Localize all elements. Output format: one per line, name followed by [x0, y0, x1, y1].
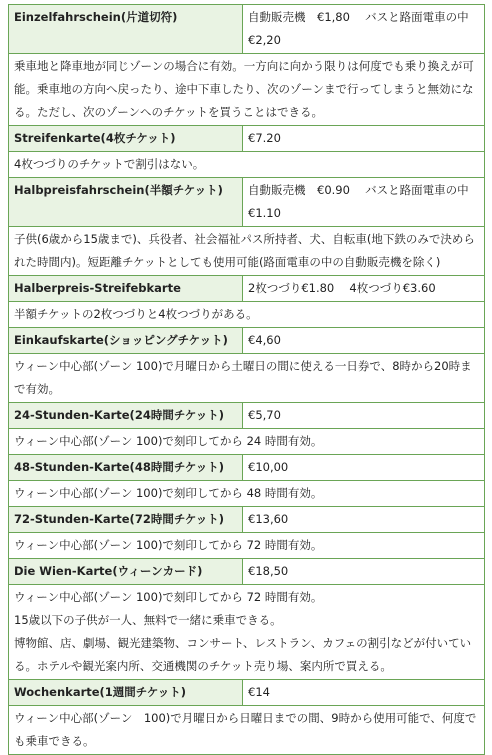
ticket-description-cell — [9, 533, 485, 559]
ticket-header-row — [9, 680, 485, 706]
ticket-table-body — [9, 5, 485, 755]
ticket-name-cell: 24-Stunden-Karte(24時間チケット) — [9, 403, 243, 429]
ticket-name-cell: Wochenkarte(1週間チケット) — [9, 680, 243, 706]
ticket-header-row — [9, 126, 485, 152]
ticket-price-cell: €14 — [243, 680, 485, 706]
ticket-description-text: 博物館、店、劇場、観光建築物、コンサート、レストラン、カフェの割引などが付いている。ホテルや観光案内所、交通機関のチケット売り場、案内所で買える。 — [14, 636, 472, 673]
ticket-description-row — [9, 152, 485, 178]
ticket-description-text: 子供(6歳から15歳まで)、兵役者、社会福祉パス所持者、犬、自転車(地下鉄のみで決められた時間内)。短距離チケットとしても使用可能(路面電車の中の自動販売機を除く) — [14, 232, 475, 269]
ticket-description-text: 15歳以下の子供が一人、無料で一緒に乗車できる。 — [14, 613, 282, 627]
ticket-name-cell: Die Wien-Karte(ウィーンカード) — [9, 559, 243, 585]
ticket-description-text: ウィーン中心部(ゾーン 100)で刻印してから 72 時間有効。 — [14, 538, 323, 552]
ticket-description-cell — [9, 54, 485, 126]
ticket-description-text: 乗車地と降車地が同じゾーンの場合に有効。一方向に向かう限りは何度でも乗り換えが可能。乗車地の方向へ戻ったり、途中下車したり、次のゾーンまで行ってしまうと無効になる。ただし、次のゾーンへのチケットを買うことはできる。 — [14, 59, 474, 119]
ticket-description-cell — [9, 227, 485, 276]
ticket-price-cell: €13,60 — [243, 507, 485, 533]
ticket-description-cell — [9, 481, 485, 507]
ticket-description-cell — [9, 152, 485, 178]
ticket-description-text: ウィーン中心部(ゾーン 100)で刻印してから 24 時間有効。 — [14, 434, 323, 448]
ticket-name-cell: Halbpreisfahrschein(半額チケット) — [9, 178, 243, 227]
ticket-name-cell: 72-Stunden-Karte(72時間チケット) — [9, 507, 243, 533]
ticket-header-row — [9, 559, 485, 585]
ticket-price-cell: 2枚つづり€1.80 4枚つづり€3.60 — [243, 276, 485, 302]
ticket-description-text: ウィーン中心部(ゾーン 100)で月曜日から土曜日の間に使える一日券で、8時から20時まで有効。 — [14, 359, 472, 396]
ticket-header-row — [9, 328, 485, 354]
ticket-price-cell: €7.20 — [243, 126, 485, 152]
ticket-description-text: ウィーン中心部(ゾーン 100)で刻印してから 72 時間有効。 — [14, 590, 323, 604]
ticket-description-text: 4枚つづりのチケットで割引はない。 — [14, 157, 205, 171]
ticket-header-row — [9, 507, 485, 533]
ticket-header-row — [9, 5, 485, 54]
ticket-price-cell: €5,70 — [243, 403, 485, 429]
ticket-name-cell: 48-Stunden-Karte(48時間チケット) — [9, 455, 243, 481]
ticket-description-row — [9, 429, 485, 455]
ticket-name-cell: Einzelfahrschein(片道切符) — [9, 5, 243, 54]
ticket-price-cell: 自動販売機 €0.90 バスと路面電車の中€1.10 — [243, 178, 485, 227]
ticket-price-cell: €10,00 — [243, 455, 485, 481]
ticket-description-row — [9, 481, 485, 507]
ticket-header-row — [9, 455, 485, 481]
ticket-price-cell: €18,50 — [243, 559, 485, 585]
ticket-description-cell — [9, 429, 485, 455]
ticket-description-row — [9, 585, 485, 680]
ticket-description-row — [9, 533, 485, 559]
ticket-name-cell: Einkaufskarte(ショッピングチケット) — [9, 328, 243, 354]
ticket-name-cell: Halberpreis-Streifebkarte — [9, 276, 243, 302]
ticket-description-cell — [9, 706, 485, 755]
ticket-description-cell — [9, 354, 485, 403]
ticket-description-row — [9, 227, 485, 276]
ticket-description-text: 半額チケットの2枚つづりと4枚つづりがある。 — [14, 307, 258, 321]
ticket-description-text: ウィーン中心部(ゾーン 100)で月曜日から日曜日までの間、9時から使用可能で、何度でも乗車できる。 — [14, 711, 477, 748]
ticket-description-cell — [9, 585, 485, 680]
ticket-description-text: ウィーン中心部(ゾーン 100)で刻印してから 48 時間有効。 — [14, 486, 323, 500]
ticket-price-cell: 自動販売機 €1,80 バスと路面電車の中€2,20 — [243, 5, 485, 54]
ticket-header-row — [9, 276, 485, 302]
ticket-description-row — [9, 354, 485, 403]
ticket-table-container — [8, 4, 485, 755]
ticket-description-row — [9, 54, 485, 126]
ticket-header-row — [9, 403, 485, 429]
ticket-description-row — [9, 706, 485, 755]
ticket-name-cell: Streifenkarte(4枚チケット) — [9, 126, 243, 152]
ticket-price-cell: €4,60 — [243, 328, 485, 354]
ticket-header-row — [9, 178, 485, 227]
ticket-table — [8, 4, 485, 755]
ticket-description-cell — [9, 302, 485, 328]
ticket-description-row — [9, 302, 485, 328]
